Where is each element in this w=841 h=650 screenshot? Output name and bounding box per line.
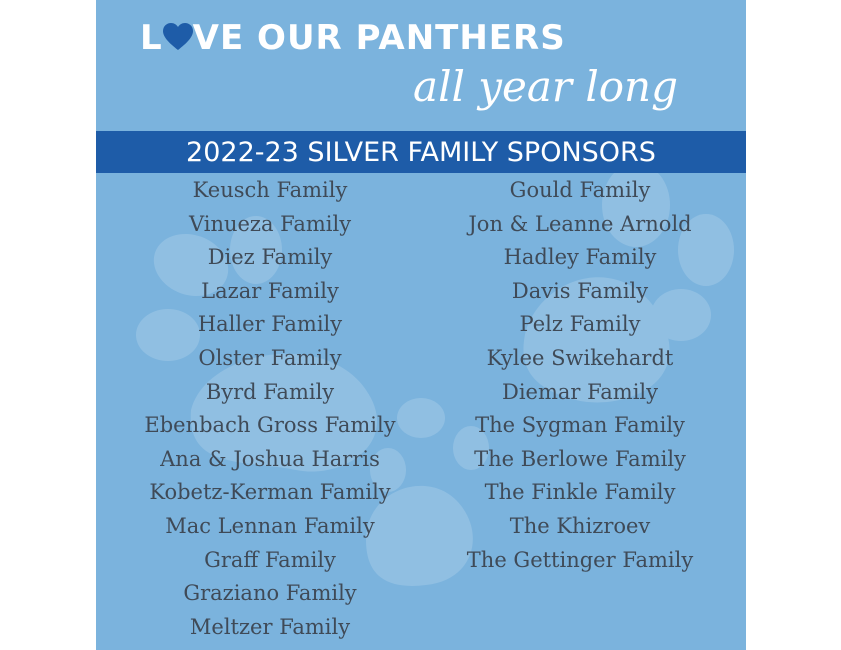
sponsor-name: Haller Family <box>197 312 343 337</box>
sponsor-name: Diez Family <box>207 245 333 270</box>
sponsor-name: Hadley Family <box>503 245 657 270</box>
sponsor-name: Graff Family <box>204 547 336 572</box>
sponsor-name: Lazar Family <box>201 278 339 303</box>
sponsor-name: Gould Family <box>509 178 651 202</box>
title-banner <box>96 131 746 173</box>
sponsor-name: Kylee Swikehardt <box>486 345 674 370</box>
banner-title: 2022-23 SILVER FAMILY SPONSORS <box>186 136 656 168</box>
heart-icon <box>163 20 193 60</box>
sponsor-name: Pelz Family <box>519 312 641 337</box>
sponsor-name: Byrd Family <box>205 379 335 404</box>
sponsor-name: Keusch Family <box>192 178 348 202</box>
sponsor-name: Ebenbach Gross Family <box>144 413 396 438</box>
tagline: all year long <box>413 62 678 111</box>
sponsor-name: The Sygman Family <box>475 413 685 438</box>
sponsor-name: Diemar Family <box>501 379 658 404</box>
sponsor-list-left <box>120 174 420 644</box>
sponsor-poster <box>96 0 746 650</box>
sponsor-name: Ana & Joshua Harris <box>160 446 380 471</box>
sponsor-name: Olster Family <box>198 345 342 370</box>
sponsor-name: Vinueza Family <box>188 211 352 236</box>
sponsor-name: Jon & Leanne Arnold <box>468 211 692 236</box>
sponsor-name: Davis Family <box>511 278 649 303</box>
sponsor-name: The Berlowe Family <box>474 446 686 471</box>
sponsor-name: Meltzer Family <box>189 614 351 639</box>
sponsor-name: Mac Lennan Family <box>165 513 375 538</box>
headline-prefix: L <box>140 18 163 58</box>
sponsor-name: The Gettinger Family <box>466 547 694 572</box>
sponsor-name: The Finkle Family <box>484 480 676 505</box>
headline <box>140 18 566 60</box>
sponsor-list-right <box>430 174 730 577</box>
headline-suffix: VE OUR PANTHERS <box>192 18 566 58</box>
sponsor-name: Kobetz-Kerman Family <box>149 480 391 505</box>
sponsor-name: Graziano Family <box>183 581 357 606</box>
sponsor-name: The Khizroev <box>509 513 651 538</box>
